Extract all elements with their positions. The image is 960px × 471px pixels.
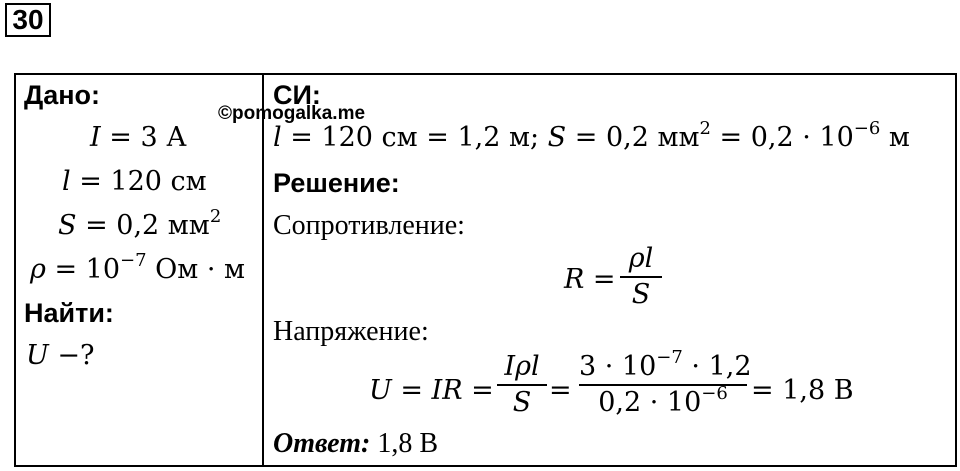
voltage-label: Напряжение: [273,316,429,347]
watermark: ©pomogalka.me [218,103,366,124]
resistance-label: Сопротивление: [273,210,465,241]
voltage-result: = 1,8 В [751,375,854,406]
resistance-lhs: R = [564,264,616,295]
voltage-equals: = [549,375,572,406]
given-length: l = 120 см [62,166,207,197]
find-value: U −? [26,340,95,371]
given-header: Дано: [24,80,101,110]
column-divider [262,73,264,467]
voltage-fraction-numeric: $3 \cdot 10^{-7} \cdot 1,2$ $0,2 \cdot 10^{-6}$ [579,347,752,418]
given-current: I = 3 А [90,122,187,153]
find-header: Найти: [24,298,114,328]
solution-header: Решение: [273,168,400,198]
voltage-lhs: U = IR = [369,375,494,406]
problem-number: 30 [5,3,51,37]
given-resistivity: $\rho = 10^{-7}$ Ом · м [30,250,246,285]
si-conversion: l = 120 см = 1,2 м; S = 0,2 $мм^2 = 0,2 \cdot 10^{-6}$ м [273,118,910,153]
given-area: S = 0,2 $мм^2$ [58,206,222,241]
answer: Ответ: 1,8 В [273,428,439,459]
voltage-fraction-symbolic: Iρl S [497,352,547,418]
resistance-fraction: ρl S [620,244,662,310]
si-header: СИ: [273,80,321,110]
